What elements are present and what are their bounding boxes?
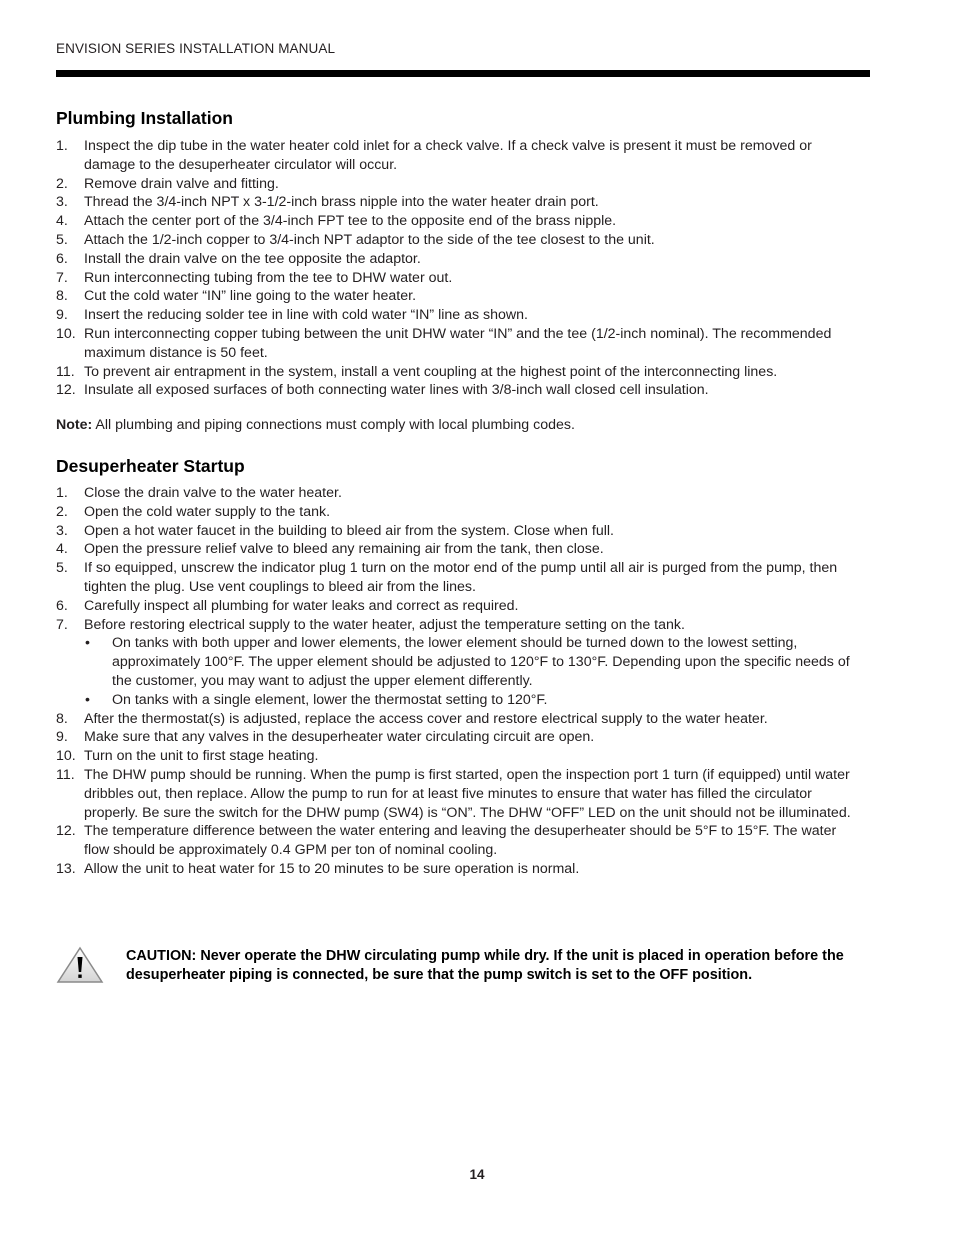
list-item: 12. Insulate all exposed surfaces of both connecting water lines with 3/8-inch wall closed cell insulation. bbox=[56, 382, 709, 399]
list-item: 7. Run interconnecting tubing from the tee to DHW water out. bbox=[56, 269, 453, 286]
header-rule bbox=[56, 70, 870, 77]
list-item: 3. Open a hot water faucet in the building to bleed air from the system. Close when full. bbox=[56, 522, 614, 539]
startup-steps bbox=[56, 484, 856, 879]
list-item: 12. The temperature difference between the water entering and leaving the desuperheater should be 5°F to 15°F. The water flow should be approximately 0.4 GPM per ton of nominal cooling. bbox=[56, 823, 837, 859]
list-item: 2. Remove drain valve and fitting. bbox=[56, 175, 279, 192]
list-item: 11. The DHW pump should be running. When the pump is first started, open the inspection port 1 turn (if equipped) until water dribbles out, then replace. Allow the pump to run for at least five minutes to ensure that water has filled the circulator properly. Be sure the switch for the DHW pump (SW4) is “ON”. The DHW “OFF” LED on the unit should not be illuminated. bbox=[56, 766, 851, 821]
plumbing-steps bbox=[56, 137, 856, 400]
note-label: Note: bbox=[56, 417, 93, 433]
page-number: 14 bbox=[469, 1167, 485, 1182]
list-item: 6. Install the drain valve on the tee opposite the adaptor. bbox=[56, 250, 421, 267]
list-item: 5. Attach the 1/2-inch copper to 3/4-inch NPT adaptor to the side of the tee closest to the unit. bbox=[56, 231, 655, 248]
list-item: 9. Insert the reducing solder tee in line with cold water “IN” line as shown. bbox=[56, 307, 528, 324]
note-text: All plumbing and piping connections must comply with local plumbing codes. bbox=[92, 417, 575, 433]
list-item: 2. Open the cold water supply to the tank. bbox=[56, 503, 331, 520]
sub-list bbox=[84, 634, 856, 709]
list-item: 9. Make sure that any valves in the desuperheater water circulating circuit are open. bbox=[56, 729, 595, 746]
list-item: 8. After the thermostat(s) is adjusted, replace the access cover and restore electrical supply to the water heater. bbox=[56, 710, 768, 727]
manual-header: ENVISION SERIES INSTALLATION MANUAL bbox=[56, 41, 336, 56]
list-item: 1. Inspect the dip tube in the water heater cold inlet for a check valve. If a check valve is present it must be removed or damage to the desuperheater circulator will occur. bbox=[56, 138, 812, 173]
sub-list-item: • On tanks with both upper and lower elements, the lower element should be turned down to the lowest setting, approximately 100°F. The upper element should be adjusted to 120°F to 130°F. Depending upon the specific needs of the customer, you may want to adjust the upper element differently. bbox=[85, 635, 850, 689]
list-item: 10. Run interconnecting copper tubing between the unit DHW water “IN” and the tee (1/2-inch nominal). The recommended maximum distance is 50 feet. bbox=[56, 325, 832, 361]
plumbing-heading: Plumbing Installation bbox=[56, 108, 233, 128]
list-item: 1. Close the drain valve to the water heater. bbox=[56, 485, 342, 501]
list-item: 6. Carefully inspect all plumbing for water leaks and correct as required. bbox=[56, 597, 519, 614]
list-item: 3. Thread the 3/4-inch NPT x 3-1/2-inch brass nipple into the water heater drain port. bbox=[56, 194, 599, 211]
list-item: 13. Allow the unit to heat water for 15 to 20 minutes to be sure operation is normal. bbox=[56, 860, 580, 877]
sub-list-item: • On tanks with a single element, lower the thermostat setting to 120°F. bbox=[85, 691, 548, 708]
list-item: 4. Open the pressure relief valve to bleed any remaining air from the tank, then close. bbox=[56, 541, 604, 558]
list-item: 11. To prevent air entrapment in the system, install a vent coupling at the highest point of the interconnecting lines. bbox=[56, 363, 778, 380]
list-item: 5. If so equipped, unscrew the indicator plug 1 turn on the motor end of the pump until all air is purged from the pump, then tighten the plug. Use vent couplings to bleed air from the lines. bbox=[56, 560, 838, 595]
caution-text: CAUTION: Never operate the DHW circulating pump while dry. If the unit is placed in operation before the desuperheater piping is connected, be sure that the pump switch is set to the OFF position. bbox=[126, 948, 844, 983]
warning-triangle-icon bbox=[56, 946, 104, 984]
list-item: 7. Before restoring electrical supply to the water heater, adjust the temperature setting on the tank. • On tanks with both upper and lower elements, the lower element should be turned down to the lowest setting, approximately 100°F. The upper element should be adjusted to 120°F to 130°F. Depending upon the specific needs of the customer, you may want to adjust the upper element differently. • On tanks with a single element, lower the thermostat setting to 120°F. bbox=[56, 616, 856, 710]
list-item: 8. Cut the cold water “IN” line going to the water heater. bbox=[56, 288, 417, 305]
startup-heading: Desuperheater Startup bbox=[56, 456, 245, 476]
list-item: 10. Turn on the unit to first stage heating. bbox=[56, 748, 319, 765]
note-paragraph bbox=[56, 417, 575, 433]
list-item: 4. Attach the center port of the 3/4-inch FPT tee to the opposite end of the brass nipple. bbox=[56, 213, 617, 230]
